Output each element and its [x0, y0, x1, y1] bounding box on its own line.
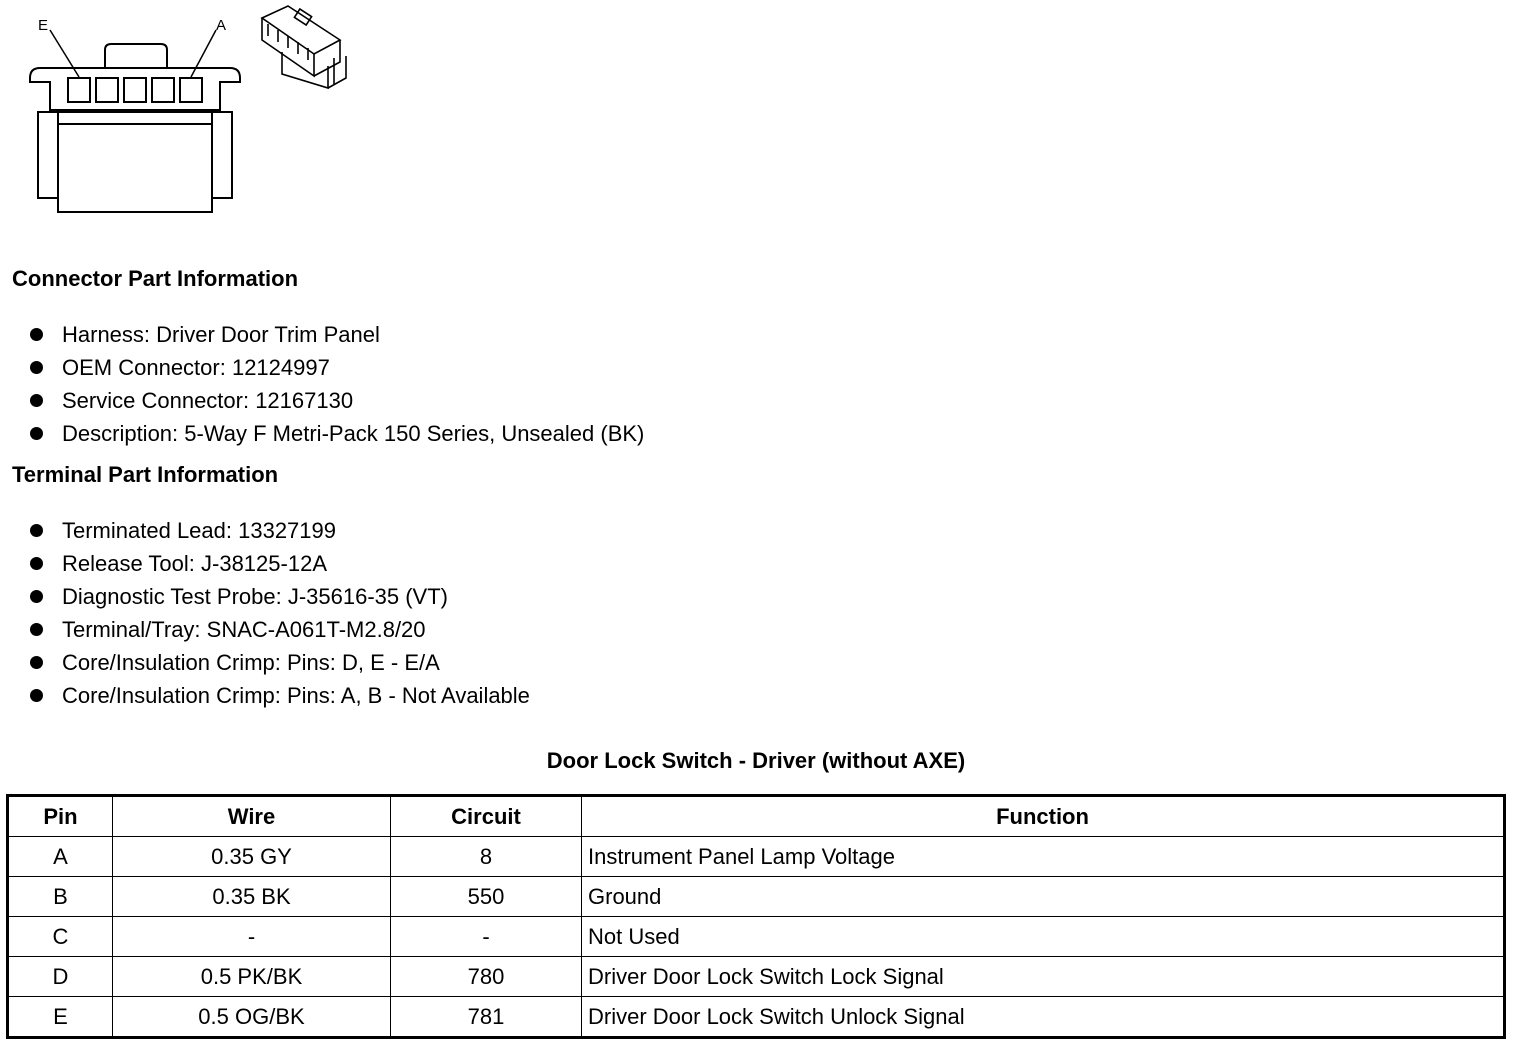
connector-part-info-heading: Connector Part Information	[12, 266, 299, 291]
cell-wire: 0.35 BK	[113, 877, 391, 917]
table-row	[8, 957, 1505, 997]
cell-circuit: 781	[391, 997, 582, 1038]
list-item-text: Service Connector: 12167130	[62, 388, 354, 413]
cell-pin: D	[8, 957, 113, 997]
bullet-icon	[30, 590, 43, 603]
cell-wire: 0.35 GY	[113, 837, 391, 877]
list-item-text: Core/Insulation Crimp: Pins: A, B - Not Available	[62, 683, 530, 708]
list-item-text: Harness: Driver Door Trim Panel	[62, 322, 380, 347]
bullet-icon	[30, 623, 43, 636]
list-item-text: Core/Insulation Crimp: Pins: D, E - E/A	[62, 650, 440, 675]
bullet-icon	[30, 427, 43, 440]
bullet-icon	[30, 361, 43, 374]
pin-table-title: Door Lock Switch - Driver (without AXE)	[546, 748, 966, 773]
table-row	[8, 997, 1505, 1038]
header-circuit: Circuit	[391, 796, 582, 837]
list-item-text: Terminated Lead: 13327199	[62, 518, 336, 543]
list-item	[0, 417, 644, 450]
cell-circuit: 780	[391, 957, 582, 997]
connector-diagram	[0, 0, 370, 230]
connector-part-info-list	[0, 318, 644, 450]
cell-function: Instrument Panel Lamp Voltage	[582, 837, 1505, 877]
bullet-icon	[30, 524, 43, 537]
cell-function: Driver Door Lock Switch Unlock Signal	[582, 997, 1505, 1038]
table-header-row	[8, 796, 1505, 837]
list-item-text: Diagnostic Test Probe: J-35616-35 (VT)	[62, 584, 448, 609]
pin-e-label: E	[38, 17, 49, 34]
list-item	[0, 318, 644, 351]
cell-function: Driver Door Lock Switch Lock Signal	[582, 957, 1505, 997]
table-row	[8, 917, 1505, 957]
cell-pin: E	[8, 997, 113, 1038]
pin-a-label: A	[216, 17, 227, 34]
bullet-icon	[30, 689, 43, 702]
list-item	[0, 679, 530, 712]
list-item	[0, 547, 530, 580]
cell-pin: C	[8, 917, 113, 957]
cell-wire: -	[113, 917, 391, 957]
terminal-part-info-heading: Terminal Part Information	[12, 462, 279, 487]
cell-function: Ground	[582, 877, 1505, 917]
header-wire: Wire	[113, 796, 391, 837]
list-item	[0, 580, 530, 613]
pin-table	[6, 794, 1506, 1039]
list-item-text: OEM Connector: 12124997	[62, 355, 330, 380]
table-row	[8, 837, 1505, 877]
cell-circuit: 8	[391, 837, 582, 877]
cell-function: Not Used	[582, 917, 1505, 957]
connector-face-view	[30, 30, 240, 212]
cell-pin: A	[8, 837, 113, 877]
list-item-text: Terminal/Tray: SNAC-A061T-M2.8/20	[62, 617, 426, 642]
bullet-icon	[30, 656, 43, 669]
cell-circuit: -	[391, 917, 582, 957]
bullet-icon	[30, 328, 43, 341]
cell-wire: 0.5 PK/BK	[113, 957, 391, 997]
cell-pin: B	[8, 877, 113, 917]
list-item-text: Release Tool: J-38125-12A	[62, 551, 327, 576]
terminal-part-info-list	[0, 514, 530, 712]
list-item-text: Description: 5-Way F Metri-Pack 150 Series, Unsealed (BK)	[62, 421, 645, 446]
list-item	[0, 351, 644, 384]
bullet-icon	[30, 394, 43, 407]
cell-wire: 0.5 OG/BK	[113, 997, 391, 1038]
bullet-icon	[30, 557, 43, 570]
list-item	[0, 613, 530, 646]
connector-isometric-view	[262, 6, 346, 88]
list-item	[0, 514, 530, 547]
header-pin: Pin	[8, 796, 113, 837]
cell-circuit: 550	[391, 877, 582, 917]
list-item	[0, 646, 530, 679]
table-row	[8, 877, 1505, 917]
list-item	[0, 384, 644, 417]
header-function: Function	[582, 796, 1505, 837]
